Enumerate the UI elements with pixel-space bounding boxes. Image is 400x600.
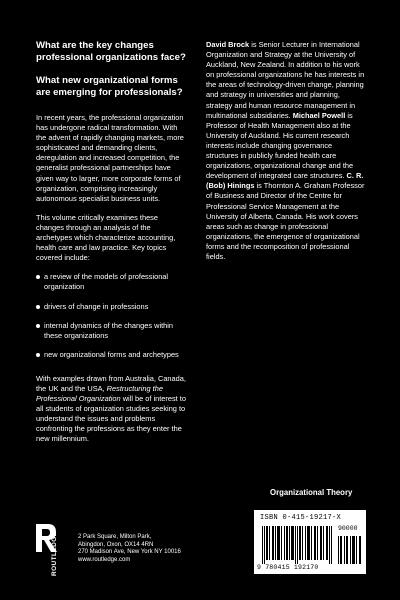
bullet-icon <box>36 324 40 328</box>
author-bios <box>206 40 366 262</box>
topic-item: new organizational forms and archetypes <box>36 350 186 360</box>
address-line: Abingdon, Oxon, OX14 4RN <box>78 541 154 548</box>
barcode-bars-icon <box>260 526 334 564</box>
addon-bars-icon <box>338 536 362 564</box>
bullet-icon <box>36 305 40 309</box>
author-name: C. R. (Bob) Hinings <box>206 171 364 191</box>
question-2: What new organizational forms are emerging for professionals? <box>36 75 183 98</box>
address-line: 270 Madison Ave, New York NY 10016 <box>78 549 181 556</box>
topic-list <box>36 272 186 360</box>
author-name: David Brock <box>206 40 250 49</box>
closing-paragraph: With examples drawn from Australia, Canada, the UK and the USA, Restructuring the Professional Organization will be of interest to all students of organization studies seeking to understand the issues and problems confronting the professions as they enter the new millennium. <box>36 373 186 444</box>
series-name: Organizational Theory <box>270 488 353 497</box>
address-line: 2 Park Square, Milton Park, <box>78 534 152 540</box>
intro-paragraph: In recent years, the professional organization has undergone radical transformation. With the advent of rapidly changing markets, more sophisticated and demanding clients, deregulation and increased competition, the generalist professional partnerships have given way to larger, more corporate forms of organization, comprising increasingly autonomous specialist business units. <box>36 113 184 203</box>
topic-item: a review of the models of professional organization <box>36 272 186 292</box>
bullet-icon <box>36 353 40 357</box>
svg-text:ROUTLEDGE: ROUTLEDGE <box>51 531 58 576</box>
topic-item: drivers of change in professions <box>36 302 186 312</box>
blurb-column <box>36 40 186 454</box>
publisher-website: www.routledge.com <box>78 556 131 563</box>
question-1: What are the key changes professional organizations face? <box>36 40 186 63</box>
author-name: Michael Powell <box>292 110 346 120</box>
bio-paragraph: David Brock is Senior Lecturer in International Organization and Strategy at the University of Auckland, New Zealand. In addition to his work on professional organizations he has interests in the areas of technology-driven change, planning and strategy in universities and planning, strategy and human resource management in multinational subsidiaries. Michael Powell is Professor of Health Management also at the University of Auckland. His current research interests include changing governance structures in publicly funded health care organizations, organizational change and the development of integrated care structures. C. R. (Bob) Hinings is Thornton A. Graham Professor of Business and Director of the Centre for Professional Service Management at the University of Alberta, Canada. His work covers areas such as change in professional organizations, the emergence of organizational forms and the recomposition of professional fields. <box>206 40 365 261</box>
topic-item: internal dynamics of the changes within these organizations <box>36 321 186 341</box>
volume-paragraph: This volume critically examines these changes through an analysis of the archetypes which characterize accounting, health care and law practice. Key topics covered include: <box>36 212 176 263</box>
barcode <box>254 510 366 574</box>
ean-text: 9 780415 192170 <box>257 564 319 571</box>
isbn-text: ISBN 0-415-19217-X <box>260 514 342 522</box>
bullet-icon <box>36 275 40 279</box>
addon-number: 90000 <box>338 525 358 532</box>
routledge-logo-icon <box>34 522 72 578</box>
book-title: Restructuring the Professional Organization <box>36 383 163 404</box>
publisher-address <box>78 534 181 564</box>
